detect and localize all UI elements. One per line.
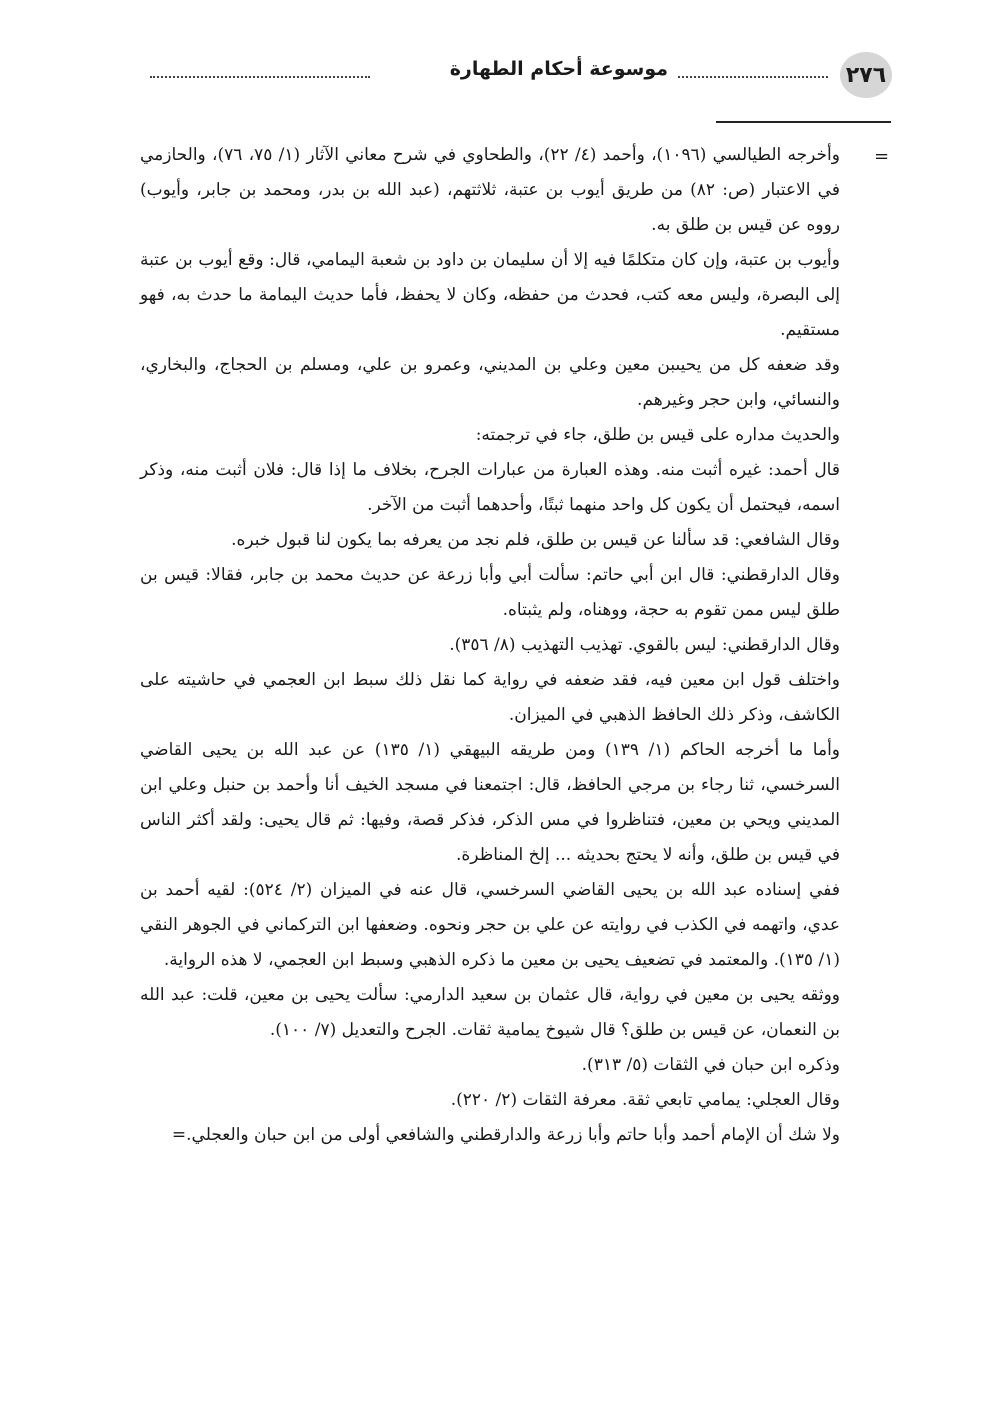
paragraph: والحديث مداره على قيس بن طلق، جاء في ترجمته: [475, 425, 840, 445]
paragraph: وذكره ابن حبان في الثقات (٥/ ٣١٣). [581, 1055, 840, 1075]
paragraph: وأخرجه الطيالسي (١٠٩٦)، وأحمد (٤/ ٢٢)، والطحاوي في شرح معاني الآثار (١/ ٧٥، ٧٦)، والحازمي في الاعتبار (ص: ٨٢) من طريق أيوب بن عتبة، ثلاثتهم، (عبد الله بن بدر، ومحمد بن جابر، وأيوب) رووه عن قيس بن طلق به. [140, 145, 840, 235]
paragraph: واختلف قول ابن معين فيه، فقد ضعفه في رواية كما نقل ذلك سبط ابن العجمي في حاشيته على الكاشف، وذكر ذلك الحافظ الذهبي في الميزان. [140, 670, 840, 725]
paragraph: وأيوب بن عتبة، وإن كان متكلمًا فيه إلا أن سليمان بن داود بن شعبة اليمامي، قال: وقع أيوب بن عتبة إلى البصرة، وليس معه كتب، فحدث من حفظه، وكان لا يحفظ، فأما حديث اليمامة ما حدث به، فهو مستقيم. [140, 250, 840, 340]
page-number: ٢٧٦ [840, 52, 892, 98]
paragraph: وقال الدارقطني: ليس بالقوي. تهذيب التهذيب (٨/ ٣٥٦). [449, 635, 840, 655]
paragraph: وقال الشافعي: قد سألنا عن قيس بن طلق، فلم نجد من يعرفه بما يكون لنا قبول خبره. [231, 530, 840, 550]
continuation-mark: = [874, 146, 890, 167]
paragraph: وقال الدارقطني: قال ابن أبي حاتم: سألت أبي وأبا زرعة عن حديث محمد بن جابر، فقالا: قيس بن طلق ليس ممن تقوم به حجة، ووهناه، ولم يثبتاه. [140, 565, 840, 620]
page-header [140, 52, 892, 100]
header-dotted-leader-right [678, 76, 828, 78]
footnote-separator [716, 121, 891, 123]
paragraph: ولا شك أن الإمام أحمد وأبا حاتم وأبا زرعة والدارقطني والشافعي أولى من ابن حبان والعجلي.= [171, 1125, 840, 1145]
paragraph: قال أحمد: غيره أثبت منه. وهذه العبارة من عبارات الجرح، بخلاف ما إذا قال: فلان أثبت منه، وذكر اسمه، فيحتمل أن يكون كل واحد منهما ثبتًا، وأحدهما أثبت من الآخر. [140, 460, 840, 515]
paragraph: ووثقه يحيى بن معين في رواية، قال عثمان بن سعيد الدارمي: سألت يحيى بن معين، قلت: عبد الله بن النعمان، عن قيس بن طلق؟ قال شيوخ يمامية ثقات. الجرح والتعديل (٧/ ١٠٠). [140, 985, 840, 1040]
footnote-body [140, 138, 840, 1153]
paragraph: وقال العجلي: يمامي تابعي ثقة. معرفة الثقات (٢/ ٢٢٠). [450, 1090, 840, 1110]
paragraph: ففي إسناده عبد الله بن يحيى القاضي السرخسي، قال عنه في الميزان (٢/ ٥٢٤): لقيه أحمد بن عدي، واتهمه في الكذب في روايته عن علي بن حجر ونحوه. وضعفها ابن التركماني في الجوهر النقي (١/ ١٣٥). والمعتمد في تضعيف يحيى بن معين ما ذكره الذهبي وسبط ابن العجمي، لا هذه الرواية. [140, 880, 840, 970]
header-dotted-leader-left [150, 76, 370, 78]
book-title: موسوعة أحكام الطهارة [449, 58, 668, 80]
paragraph: وأما ما أخرجه الحاكم (١/ ١٣٩) ومن طريقه البيهقي (١/ ١٣٥) عن عبد الله بن يحيى القاضي السرخسي، ثنا رجاء بن مرجي الحافظ، قال: اجتمعنا في مسجد الخيف أنا وأحمد بن حنبل وعلي ابن المديني ويحي بن معين، فتناظروا في مس الذكر، فذكر قصة، وفيها: ثم قال يحيى: ولقد أكثر الناس في قيس بن طلق، وأنه لا يحتج بحديثه ... إلخ المناظرة. [140, 740, 841, 865]
paragraph: وقد ضعفه كل من يحيىبن معين وعلي بن المديني، وعمرو بن علي، ومسلم بن الحجاج، والبخاري، والنسائي، وابن حجر وغيرهم. [140, 355, 840, 410]
